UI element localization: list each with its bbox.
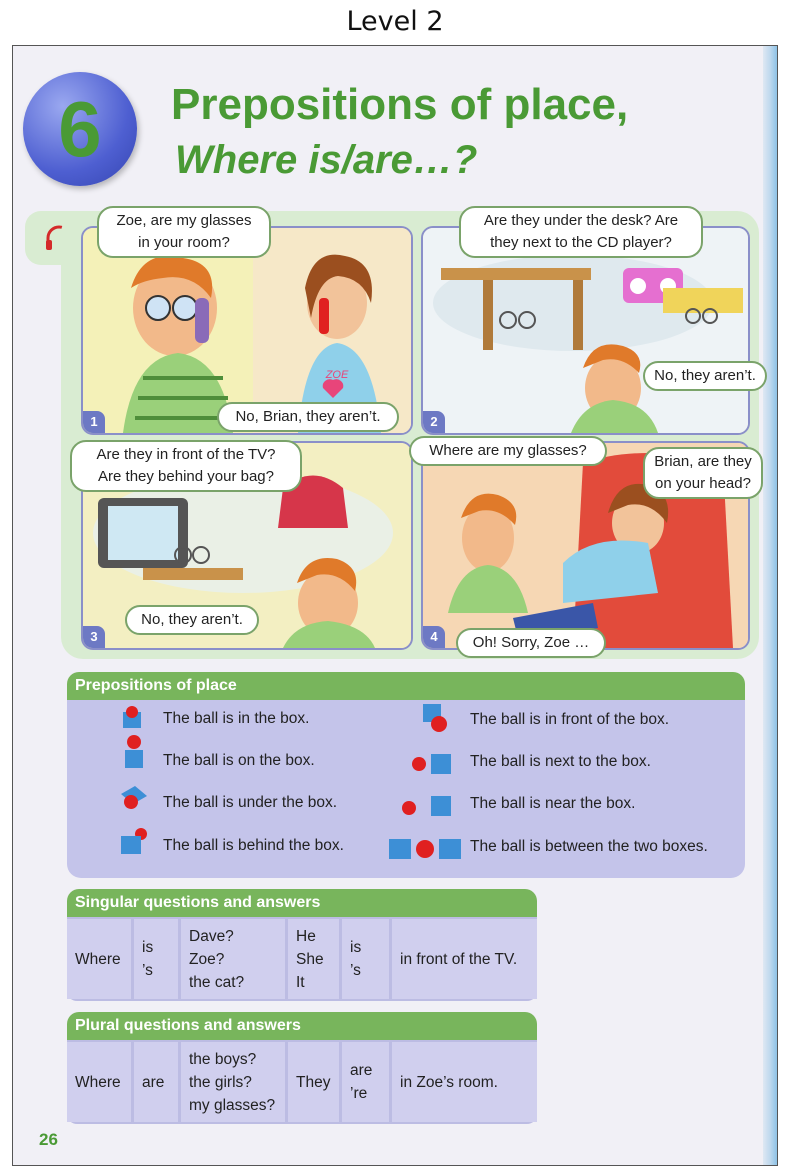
preposition-near: The ball is near the box. — [470, 795, 636, 812]
prepositions-heading: Prepositions of place — [67, 672, 745, 700]
preposition-in: The ball is in the box. — [163, 710, 310, 727]
plural-subjects: the boys? the girls? my glasses? — [181, 1042, 285, 1122]
level-label: Level 2 — [346, 6, 444, 37]
page-spine — [763, 46, 777, 1165]
comic-panel-2-illustration — [423, 228, 748, 433]
plural-answer-verb: are ’re — [342, 1042, 389, 1122]
speech-bubble: Oh! Sorry, Zoe … — [456, 628, 606, 658]
singular-answer-verb: is ’s — [342, 919, 389, 999]
page-number: 26 — [39, 1130, 58, 1149]
singular-subjects: Dave? Zoe? the cat? — [181, 919, 285, 999]
speech-bubble: Are they in front of the TV? Are they behind your bag? — [70, 440, 302, 492]
ball-next-to-box-icon — [411, 750, 455, 776]
plural-verb: are — [134, 1042, 178, 1122]
singular-verb: is ’s — [134, 919, 178, 999]
speech-bubble: Zoe, are my glasses in your room? — [97, 206, 271, 258]
speech-bubble: Brian, are they on your head? — [643, 447, 763, 499]
preposition-behind: The ball is behind the box. — [163, 837, 344, 854]
preposition-in-front-of: The ball is in front of the box. — [470, 711, 670, 728]
plural-place: in Zoe’s room. — [392, 1042, 537, 1122]
ball-in-front-of-box-icon — [417, 702, 451, 734]
preposition-on: The ball is on the box. — [163, 752, 315, 769]
shirt-text: ZOE — [325, 369, 349, 381]
textbook-page — [12, 45, 778, 1166]
unit-title: Prepositions of place, — [171, 80, 629, 129]
speech-bubble: Where are my glasses? — [409, 436, 607, 466]
plural-heading: Plural questions and answers — [67, 1012, 537, 1040]
speech-bubble: No, they aren’t. — [125, 605, 259, 635]
preposition-between: The ball is between the two boxes. — [470, 838, 708, 855]
plural-where: Where — [67, 1042, 131, 1122]
singular-where: Where — [67, 919, 131, 999]
ball-in-box-icon — [119, 704, 147, 730]
unit-subtitle: Where is/are…? — [175, 138, 478, 182]
unit-number: 6 — [58, 85, 102, 173]
unit-badge — [23, 72, 137, 186]
plural-pronoun: They — [288, 1042, 339, 1122]
singular-place: in front of the TV. — [392, 919, 537, 999]
ball-under-box-icon — [117, 784, 149, 812]
speech-bubble: Are they under the desk? Are they next to the CD player? — [459, 206, 703, 258]
panel-number: 4 — [423, 626, 445, 648]
ball-near-box-icon — [401, 792, 455, 820]
preposition-under: The ball is under the box. — [163, 794, 338, 811]
ball-on-box-icon — [121, 734, 147, 770]
speech-bubble: No, they aren’t. — [643, 361, 767, 391]
ball-behind-box-icon — [117, 826, 149, 856]
ball-between-boxes-icon — [387, 834, 467, 862]
panel-number: 3 — [83, 626, 105, 648]
panel-number: 1 — [83, 411, 105, 433]
singular-heading: Singular questions and answers — [67, 889, 537, 917]
speech-bubble: No, Brian, they aren’t. — [217, 402, 399, 432]
singular-pronouns: He She It — [288, 919, 339, 999]
preposition-next-to: The ball is next to the box. — [470, 753, 651, 770]
panel-number: 2 — [423, 411, 445, 433]
